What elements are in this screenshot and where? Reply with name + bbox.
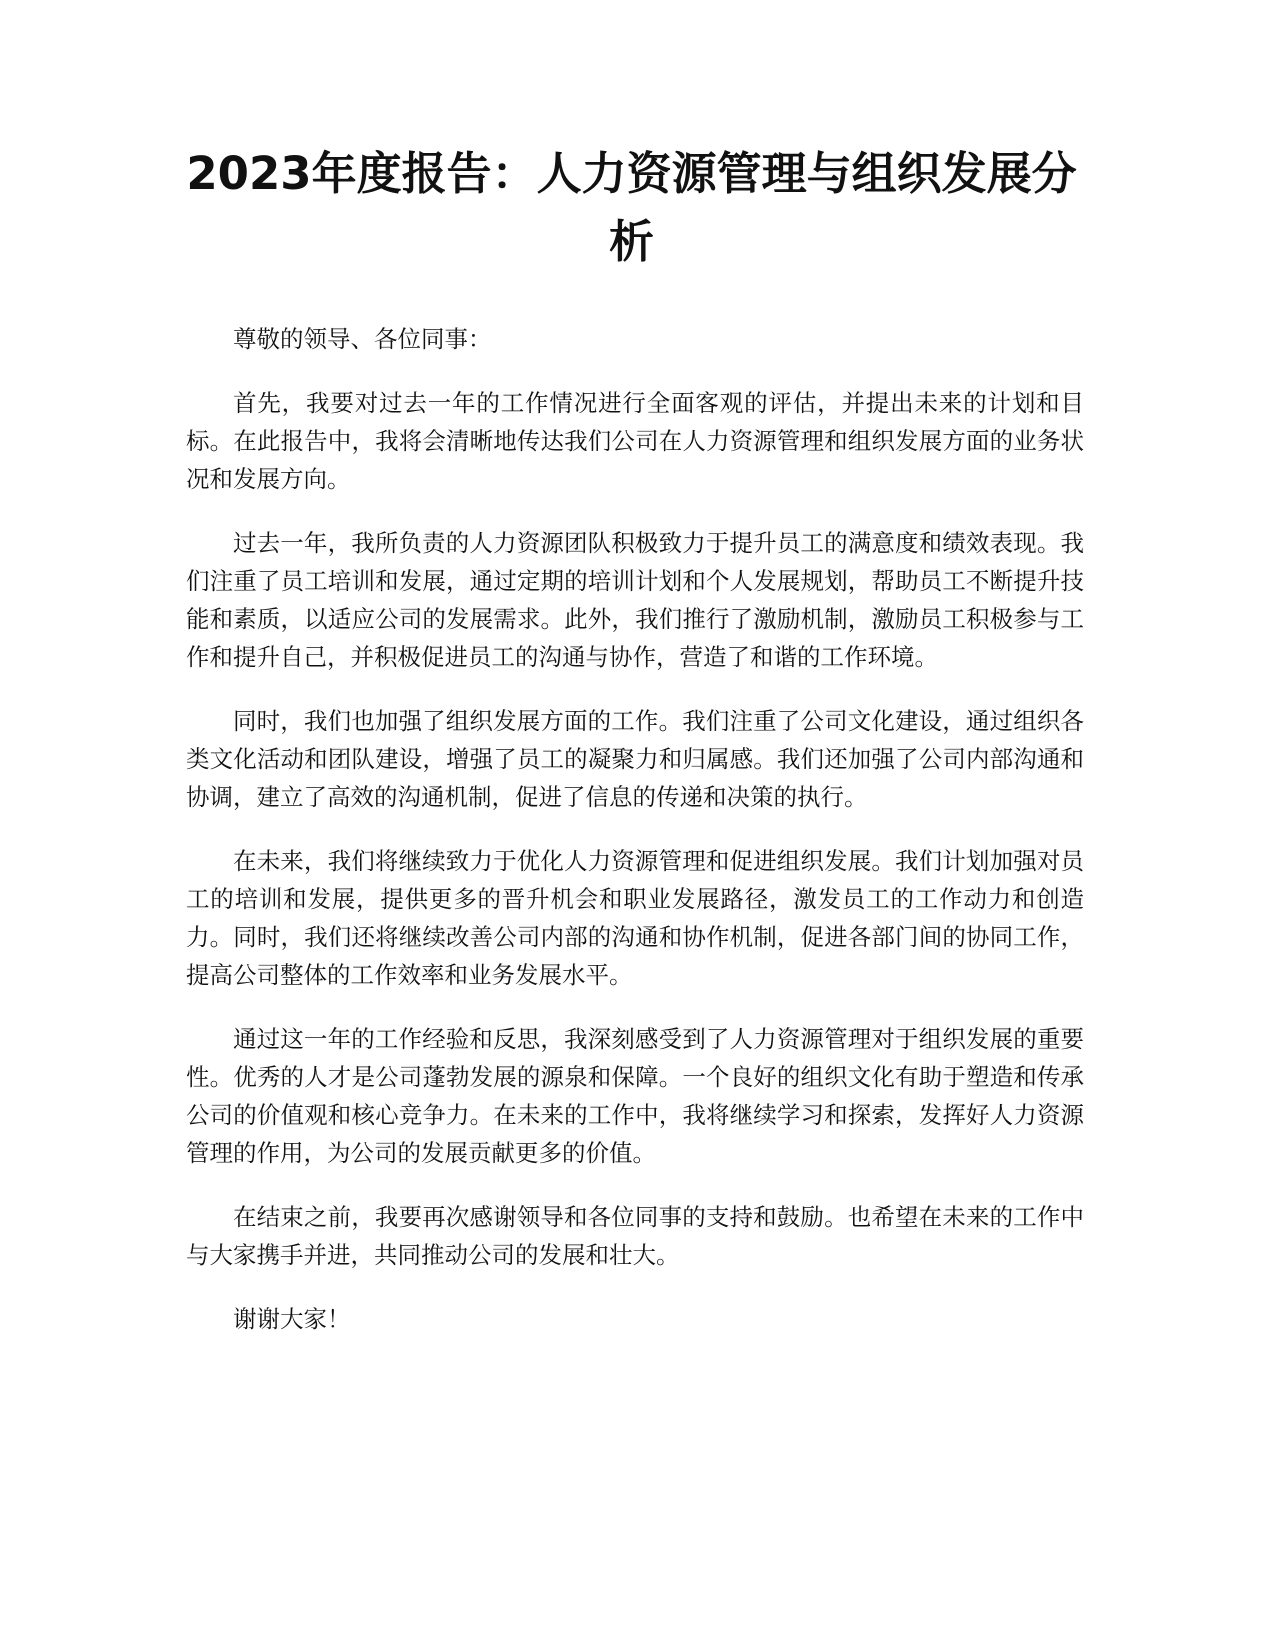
document-title: 2023年度报告：人力资源管理与组织发展分析 — [186, 147, 1077, 268]
intro-paragraph: 首先，我要对过去一年的工作情况进行全面客观的评估，并提出未来的计划和目标。在此报告中，我将会清晰地传达我们公司在人力资源管理和组织发展方面的业务状况和发展方向。 — [186, 389, 1084, 493]
org-development-paragraph: 同时，我们也加强了组织发展方面的工作。我们注重了公司文化建设，通过组织各类文化活动和团队建设，增强了员工的凝聚力和归属感。我们还加强了公司内部沟通和协调，建立了高效的沟通机制，促进了信息的传递和决策的执行。 — [186, 707, 1084, 811]
reflection-paragraph: 通过这一年的工作经验和反思，我深刻感受到了人力资源管理对于组织发展的重要性。优秀的人才是公司蓬勃发展的源泉和保障。一个良好的组织文化有助于塑造和传承公司的价值观和核心竞争力。在未来的工作中，我将继续学习和探索，发挥好人力资源管理的作用，为公司的发展贡献更多的价值。 — [186, 1025, 1084, 1167]
closing-paragraph: 在结束之前，我要再次感谢领导和各位同事的支持和鼓励。也希望在未来的工作中与大家携手并进，共同推动公司的发展和壮大。 — [186, 1203, 1084, 1269]
document-body — [186, 320, 1084, 1364]
thanks-paragraph: 谢谢大家！ — [233, 1305, 351, 1333]
salutation-paragraph: 尊敬的领导、各位同事： — [233, 325, 492, 353]
future-plan-paragraph: 在未来，我们将继续致力于优化人力资源管理和促进组织发展。我们计划加强对员工的培训和发展，提供更多的晋升机会和职业发展路径，激发员工的工作动力和创造力。同时，我们还将继续改善公司内部的沟通和协作机制，促进各部门间的协同工作，提高公司整体的工作效率和业务发展水平。 — [186, 847, 1084, 989]
hr-review-paragraph: 过去一年，我所负责的人力资源团队积极致力于提升员工的满意度和绩效表现。我们注重了员工培训和发展，通过定期的培训计划和个人发展规划，帮助员工不断提升技能和素质，以适应公司的发展需求。此外，我们推行了激励机制，激励员工积极参与工作和提升自己，并积极促进员工的沟通与协作，营造了和谐的工作环境。 — [186, 529, 1084, 671]
